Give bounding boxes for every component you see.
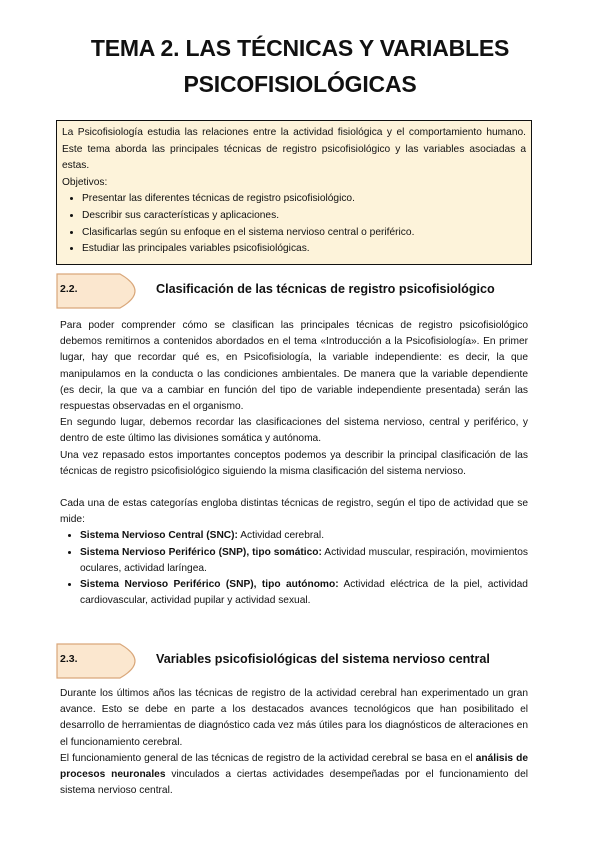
objective-item: • Estudiar las principales variables psicofisiológicas. <box>82 241 526 258</box>
page-title <box>40 30 560 102</box>
paragraph: Una vez repasado estos importantes conceptos podemos ya describir la principal clasificación de las técnicas de registro psicofisiológico siguiendo la misma clasificación del sistema nervioso. <box>60 449 528 477</box>
section-title: Clasificación de las técnicas de registro psicofisiológico <box>156 282 495 296</box>
intro-box <box>56 120 532 265</box>
activity-list <box>60 528 528 609</box>
objective-item: • Presentar las diferentes técnicas de registro psicofisiológico. <box>82 191 526 208</box>
section-tag <box>56 273 152 309</box>
section-number: 2.2. <box>60 283 78 295</box>
list-item: • Sistema Nervioso Central (SNC): Actividad cerebral. <box>80 528 528 544</box>
paragraph: El funcionamiento general de las técnicas de registro de la actividad cerebral se basa en el análisis de procesos neuronales vinculados a ciertas actividades desempeñadas por el funcionamiento del sistema nervioso central. <box>60 752 528 797</box>
title-line-2: PSICOFISIOLÓGICAS <box>183 71 417 97</box>
paragraph: Para poder comprender cómo se clasifican las principales técnicas de registro psicofisiológico debemos remitirnos a contenidos abordados en el tema «Introducción a la Psicofisiología». En primer lugar, hay que recordar qué es, en Psicofisiología, la variable independiente: es decir, la que manipulamos en la conducta o las condiciones ambientales. De manera que la variable dependiente (es decir, la que va a cambiar en función del tipo de variable independiente presentada) serán las respuestas observadas en el organismo. <box>60 320 528 413</box>
intro-paragraph: La Psicofisiología estudia las relaciones entre la actividad fisiológica y el comportamiento humano. Este tema aborda las principales técnicas de registro psicofisiológico y las variables asociadas a estas. <box>62 127 526 172</box>
list-item: • Sistema Nervioso Periférico (SNP), tipo autónomo: Actividad eléctrica de la piel, actividad cardiovascular, actividad pupilar y actividad sexual. <box>80 577 528 609</box>
paragraph: Cada una de estas categorías engloba distintas técnicas de registro, según el tipo de actividad que se mide: <box>60 498 528 526</box>
paragraph: Durante los últimos años las técnicas de registro de la actividad cerebral han experimentado un gran avance. Esto se debe en parte a los destacados avances tecnológicos que han posibilitado el desarrollo de herramientas de diagnóstico cada vez más útiles para los diagnósticos de alteraciones en el funcionamiento cerebral. <box>60 688 528 748</box>
objectives-label: Objetivos: <box>62 176 108 188</box>
objectives-list <box>62 191 526 257</box>
paragraph: En segundo lugar, debemos recordar las clasificaciones del sistema nervioso, central y periférico, y dentro de este último las divisiones somática y autónoma. <box>60 417 528 445</box>
section-tag <box>56 643 152 679</box>
section-number: 2.3. <box>60 653 78 665</box>
objective-item: • Describir sus características y aplicaciones. <box>82 208 526 225</box>
section-title: Variables psicofisiológicas del sistema nervioso central <box>156 652 490 666</box>
section-2-3-body <box>60 686 528 799</box>
title-line-1: TEMA 2. LAS TÉCNICAS Y VARIABLES <box>90 35 510 61</box>
section-2-3-header <box>56 643 536 679</box>
section-2-2-header <box>56 273 536 309</box>
list-item: • Sistema Nervioso Periférico (SNP), tipo somático: Actividad muscular, respiración, movimientos oculares, actividad laríngea. <box>80 545 528 577</box>
objective-item: • Clasificarlas según su enfoque en el sistema nervioso central o periférico. <box>82 225 526 242</box>
section-2-2-body <box>60 318 528 609</box>
